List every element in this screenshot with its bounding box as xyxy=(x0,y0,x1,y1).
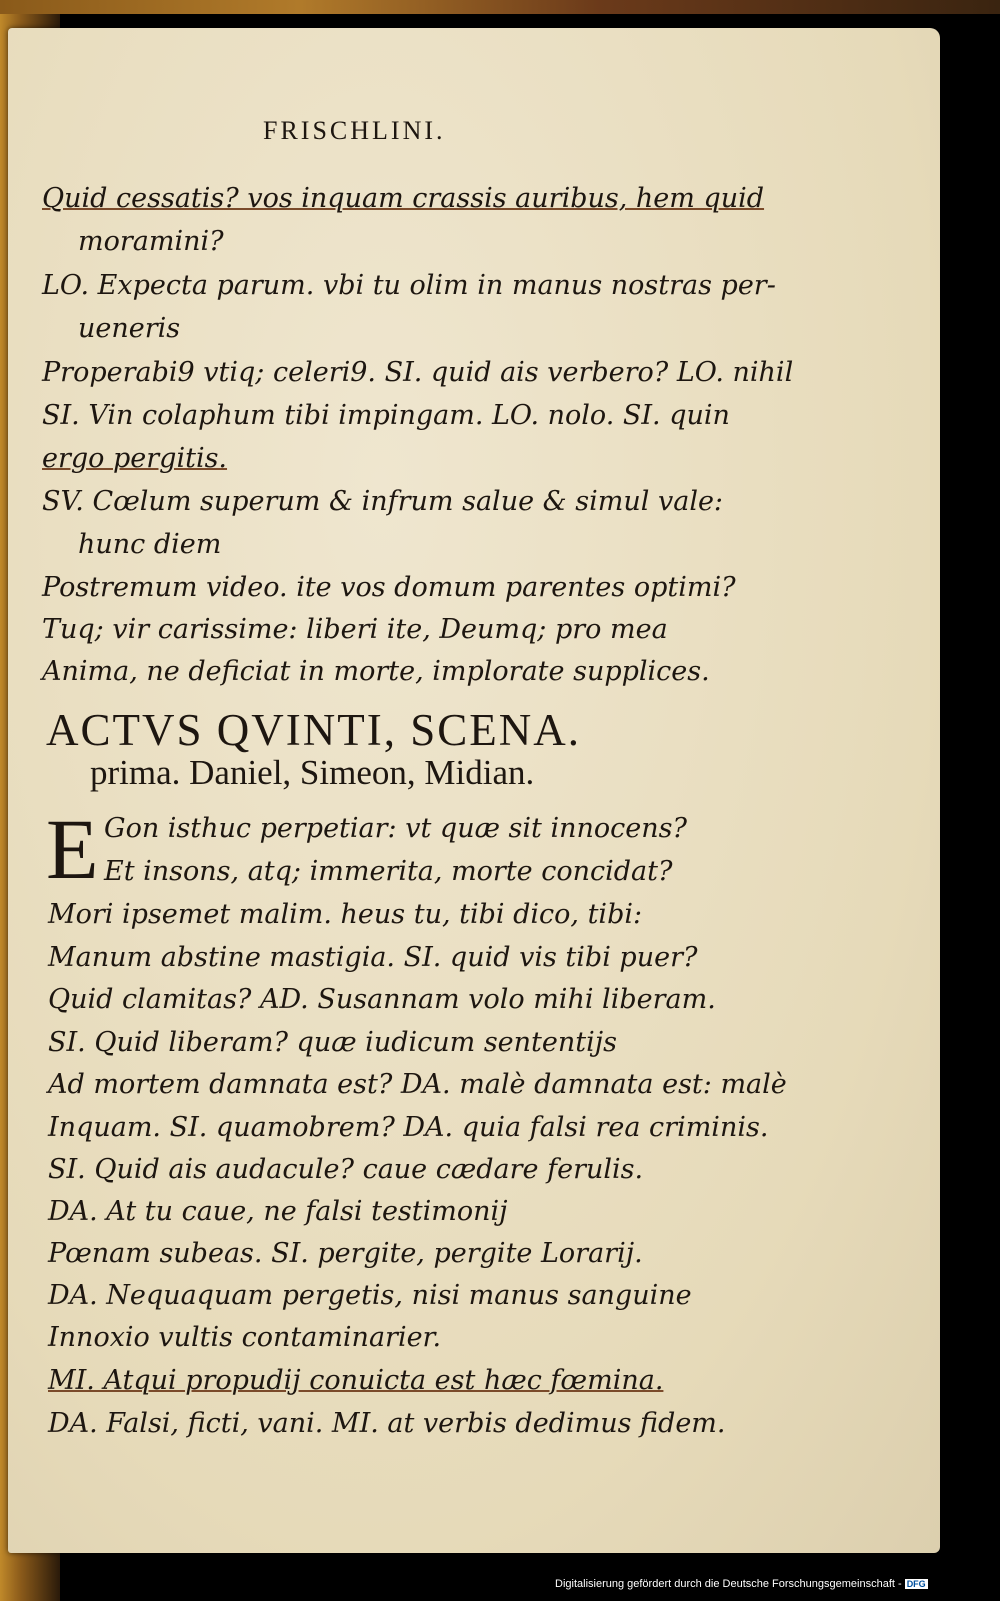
book-page xyxy=(8,28,940,1553)
text-line: SI. Vin colaphum tibi impingam. LO. nolo. SI. quin xyxy=(42,400,730,431)
text-line: SI. Quid ais audacule? caue cædare ferulis. xyxy=(48,1154,644,1185)
text-line: Ad mortem damnata est? DA. malè damnata est: malè xyxy=(48,1069,787,1100)
text-line: hunc diem xyxy=(78,529,222,560)
act-subtitle: prima. Daniel, Simeon, Midian. xyxy=(90,753,535,792)
text-line: Pœnam subeas. SI. pergite, pergite Lorarij. xyxy=(48,1238,643,1269)
text-line: Mori ipsemet malim. heus tu, tibi dico, tibi: xyxy=(48,899,643,930)
text-line: Postremum video. ite vos domum parentes optimi? xyxy=(42,572,736,603)
text-line: Quid clamitas? AD. Susannam volo mihi liberam. xyxy=(48,984,716,1015)
text-line: DA. At tu caue, ne falsi testimonij xyxy=(48,1196,508,1227)
digitization-credit xyxy=(555,1578,1000,1590)
text-line: Tuq; vir carissime: liberi ite, Deumq; pro mea xyxy=(42,614,668,645)
running-header: FRISCHLINI. xyxy=(263,116,446,145)
act-title: ACTVS QVINTI, SCENA. xyxy=(46,705,581,755)
page-text xyxy=(8,28,940,1553)
text-line: Quid cessatis? vos inquam crassis auribus, hem quid xyxy=(42,183,765,214)
text-line: ergo pergitis. xyxy=(42,443,228,474)
text-line: Properabi9 vtiq; celeri9. SI. quid ais verbero? LO. nihil xyxy=(42,357,794,388)
text-line: SV. Cœlum superum & infrum salue & simul vale: xyxy=(42,486,724,517)
text-line: Anima, ne deficiat in morte, implorate supplices. xyxy=(42,656,710,687)
text-line: DA. Nequaquam pergetis, nisi manus sanguine xyxy=(48,1280,692,1311)
text-line: Et insons, atq; immerita, morte concidat? xyxy=(104,856,673,887)
text-line: ueneris xyxy=(78,313,181,344)
text-line: moramini? xyxy=(78,226,224,257)
credit-text: Digitalisierung gefördert durch die Deutsche Forschungsgemeinschaft - xyxy=(555,1578,902,1590)
text-line: LO. Expecta parum. vbi tu olim in manus nostras per- xyxy=(42,270,776,301)
text-line: Gon isthuc perpetiar: vt quæ sit innocens? xyxy=(104,813,687,844)
drop-capital: E xyxy=(46,801,99,897)
text-line: DA. Falsi, ficti, vani. MI. at verbis dedimus fidem. xyxy=(48,1408,726,1439)
text-line: MI. Atqui propudij conuicta est hæc fœmina. xyxy=(48,1365,664,1396)
book-edge xyxy=(0,0,1000,14)
dfg-logo: DFG xyxy=(906,1579,926,1589)
text-line: Manum abstine mastigia. SI. quid vis tibi puer? xyxy=(48,942,698,973)
text-line: SI. Quid liberam? quæ iudicum sententijs xyxy=(48,1027,617,1058)
text-line: Innoxio vultis contaminarier. xyxy=(48,1322,442,1353)
text-line: Inquam. SI. quamobrem? DA. quia falsi rea criminis. xyxy=(48,1112,769,1143)
